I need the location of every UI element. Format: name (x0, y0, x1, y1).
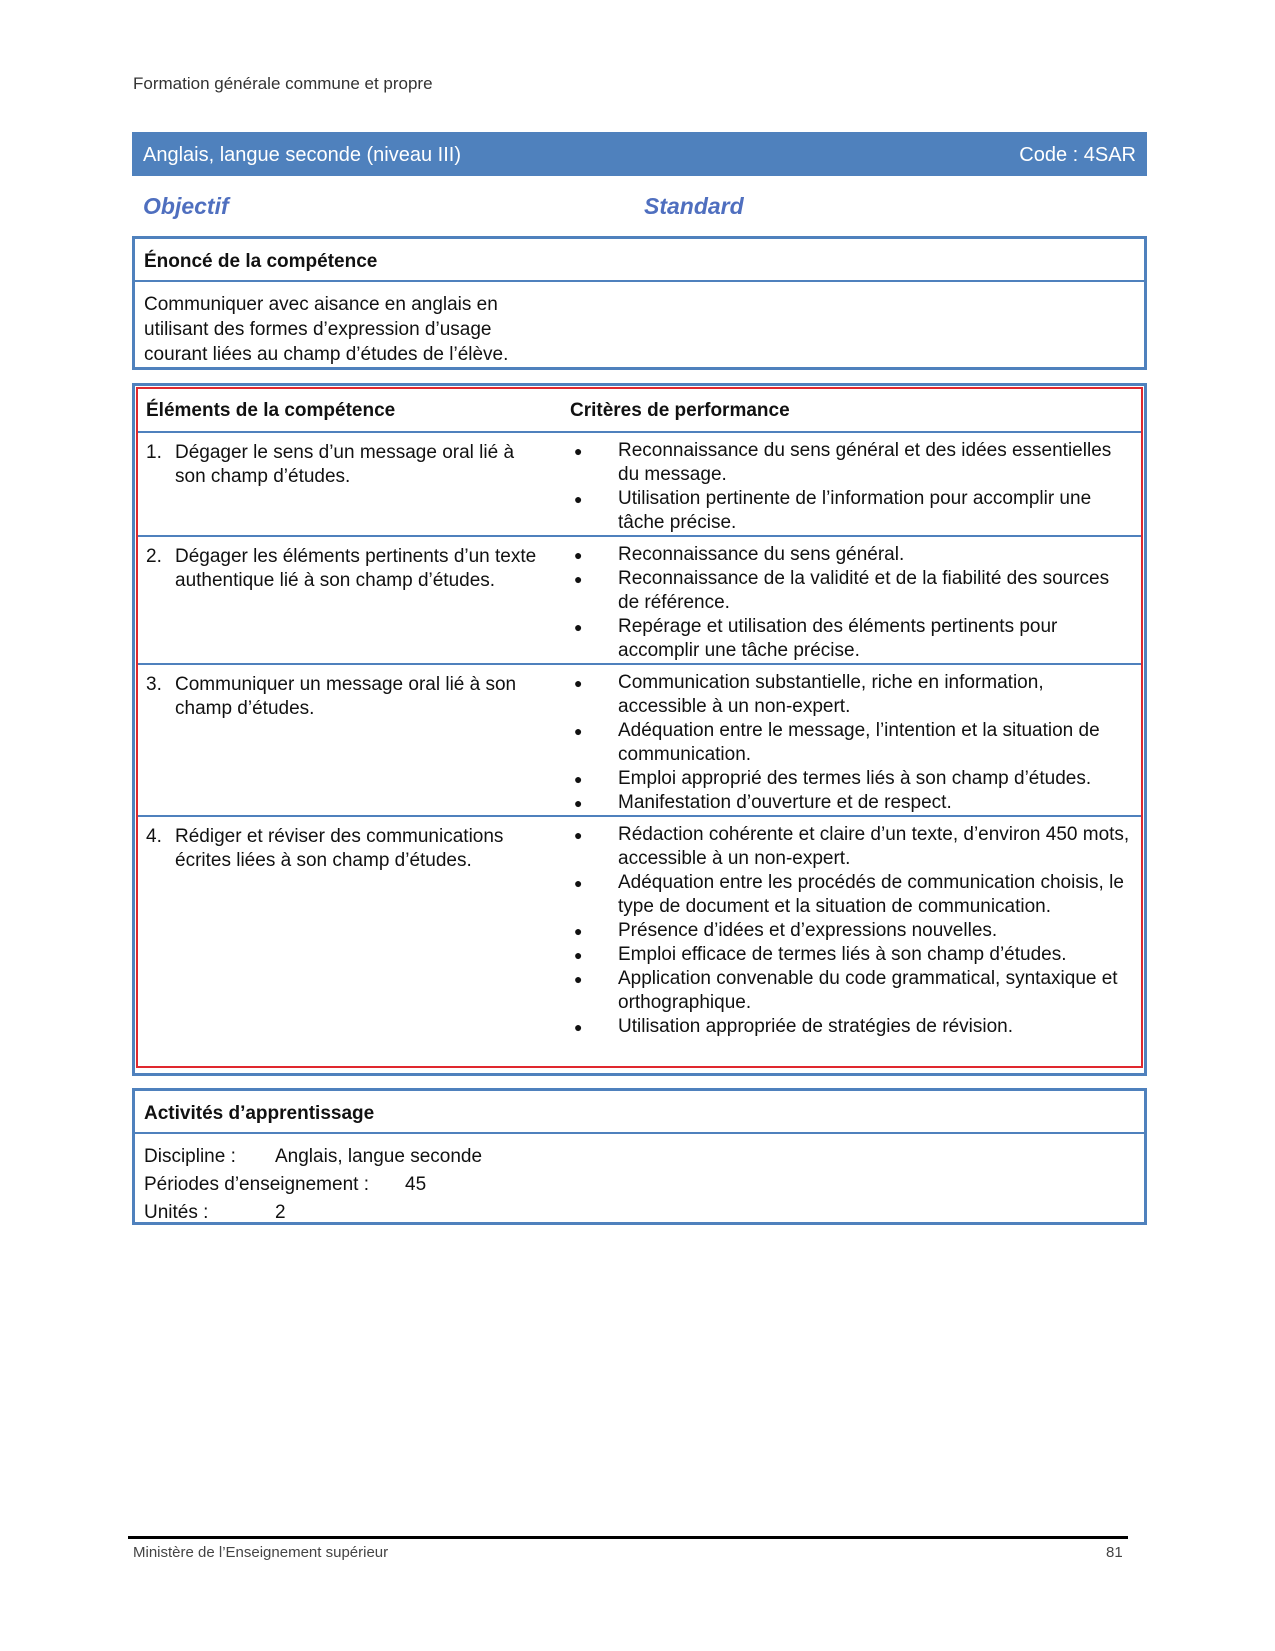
bullet-icon: ● (574, 675, 583, 691)
competence-table (132, 383, 1147, 1076)
col-header-elements: Éléments de la compétence (146, 400, 396, 421)
criteria-text: Adéquation entre le message, l’intention et la situation de communication. (618, 720, 1100, 765)
criteria-item (570, 767, 1130, 791)
criteria-text: Rédaction cohérente et claire d’un texte, d’environ 450 mots, accessible à un non-expert. (618, 824, 1130, 869)
footer-ministry: Ministère de l’Enseignement supérieur (133, 1544, 389, 1561)
bullet-icon: ● (574, 619, 583, 635)
element-number: 1. (146, 442, 162, 463)
criteria-item (570, 1015, 1130, 1039)
periodes-label: Périodes d’enseignement : (144, 1174, 369, 1195)
table-header (138, 389, 1141, 433)
enonce-box (132, 236, 1147, 370)
criteria-item (570, 943, 1130, 967)
bullet-icon: ● (574, 923, 583, 939)
criteria-text: Repérage et utilisation des éléments pertinents pour accomplir une tâche précise. (618, 616, 1058, 661)
course-title-bar (132, 132, 1147, 176)
element-cell (146, 441, 546, 489)
criteria-item (570, 967, 1130, 1015)
standard-label: Standard (644, 193, 744, 219)
element-text: Dégager le sens d’un message oral lié à son champ d’études. (175, 442, 515, 487)
page-number: 81 (1106, 1544, 1123, 1561)
table-row (138, 433, 1141, 537)
criteria-item (570, 487, 1130, 535)
activites-heading: Activités d’apprentissage (135, 1091, 1144, 1134)
element-text: Dégager les éléments pertinents d’un texte authentique lié à son champ d’études. (175, 546, 537, 591)
enonce-line: Communiquer avec aisance en anglais en (144, 294, 498, 315)
discipline-row (144, 1144, 1144, 1172)
criteria-text: Présence d’idées et d’expressions nouvelles. (618, 920, 998, 941)
enonce-text (135, 282, 1144, 367)
criteria-item (570, 567, 1130, 615)
bullet-icon: ● (574, 795, 583, 811)
criteria-text: Reconnaissance du sens général. (618, 544, 905, 565)
criteria-item (570, 791, 1130, 815)
course-title: Anglais, langue seconde (niveau III) (143, 144, 461, 166)
discipline-label: Discipline : (144, 1146, 236, 1167)
objectif-label: Objectif (143, 193, 229, 219)
element-number: 4. (146, 826, 162, 847)
bullet-icon: ● (574, 491, 583, 507)
table-row (138, 665, 1141, 817)
criteria-item (570, 719, 1130, 767)
criteria-text: Utilisation pertinente de l’information pour accomplir une tâche précise. (618, 488, 1092, 533)
footer-rule (128, 1536, 1128, 1539)
discipline-value: Anglais, langue seconde (275, 1146, 483, 1167)
bullet-icon: ● (574, 443, 583, 459)
bullet-icon: ● (574, 971, 583, 987)
bullet-icon: ● (574, 771, 583, 787)
criteria-item (570, 871, 1130, 919)
criteria-text: Communication substantielle, riche en information, accessible à un non-expert. (618, 672, 1044, 717)
criteria-text: Emploi efficace de termes liés à son champ d’études. (618, 944, 1067, 965)
criteria-text: Manifestation d’ouverture et de respect. (618, 792, 952, 813)
criteria-item (570, 439, 1130, 487)
element-cell (146, 673, 546, 721)
bullet-icon: ● (574, 827, 583, 843)
criteria-list (570, 439, 1130, 535)
unites-label: Unités : (144, 1202, 209, 1223)
criteria-text: Utilisation appropriée de stratégies de révision. (618, 1016, 1013, 1037)
criteria-text: Adéquation entre les procédés de communication choisis, le type de document et la situation de communication. (618, 872, 1124, 917)
criteria-text: Application convenable du code grammatical, syntaxique et orthographique. (618, 968, 1118, 1013)
element-number: 3. (146, 674, 162, 695)
enonce-heading: Énoncé de la compétence (135, 239, 1144, 282)
criteria-text: Reconnaissance de la validité et de la fiabilité des sources de référence. (618, 568, 1110, 613)
activites-box (132, 1088, 1147, 1225)
bullet-icon: ● (574, 947, 583, 963)
bullet-icon: ● (574, 547, 583, 563)
col-header-criteres: Critères de performance (570, 400, 790, 421)
criteria-item (570, 543, 1130, 567)
criteria-item (570, 671, 1130, 719)
criteria-text: Emploi approprié des termes liés à son champ d’études. (618, 768, 1092, 789)
criteria-list (570, 671, 1130, 815)
enonce-line: courant liées au champ d’études de l’élève. (144, 344, 509, 365)
table-row (138, 817, 1141, 1065)
bullet-icon: ● (574, 1019, 583, 1035)
bullet-icon: ● (574, 723, 583, 739)
criteria-list (570, 543, 1130, 663)
element-cell (146, 825, 546, 873)
unites-value: 2 (275, 1202, 286, 1223)
element-number: 2. (146, 546, 162, 567)
bullet-icon: ● (574, 875, 583, 891)
criteria-list (570, 823, 1130, 1039)
periodes-row (144, 1172, 1144, 1200)
course-code: Code : 4SAR (1019, 144, 1136, 166)
element-text: Rédiger et réviser des communications écrites liées à son champ d’études. (175, 826, 504, 871)
element-text: Communiquer un message oral lié à son champ d’études. (175, 674, 517, 719)
page-section-header: Formation générale commune et propre (133, 74, 433, 93)
criteria-text: Reconnaissance du sens général et des idées essentielles du message. (618, 440, 1112, 485)
bullet-icon: ● (574, 571, 583, 587)
table-row (138, 537, 1141, 665)
enonce-line: utilisant des formes d’expression d’usage (144, 319, 492, 340)
periodes-value: 45 (405, 1174, 427, 1195)
unites-row (144, 1200, 1144, 1228)
criteria-item (570, 823, 1130, 871)
element-cell (146, 545, 546, 593)
criteria-item (570, 919, 1130, 943)
criteria-item (570, 615, 1130, 663)
